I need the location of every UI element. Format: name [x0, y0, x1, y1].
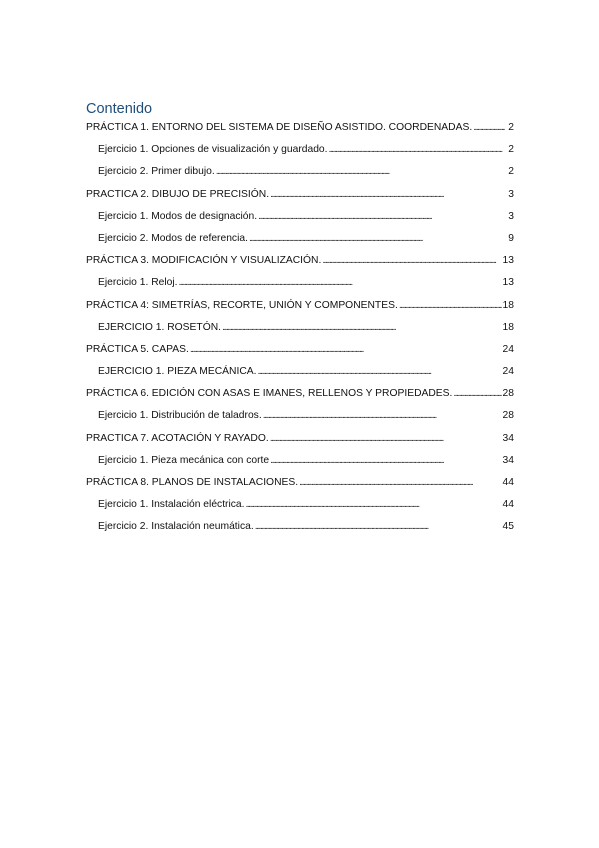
toc-entry-label: PRÁCTICA 6. EDICIÓN CON ASAS E IMANES, RELLENOS Y PROPIEDADES. [86, 388, 453, 400]
toc-dot-leader [322, 254, 501, 267]
toc-entry-label: Ejercicio 2. Instalación neumática. [98, 521, 254, 533]
toc-entry-section[interactable] [86, 299, 514, 312]
toc-entry-label: PRÁCTICA 8. PLANOS DE INSTALACIONES. [86, 477, 299, 488]
toc-entry-section[interactable] [86, 432, 514, 445]
toc-entry-exercise[interactable] [86, 454, 514, 467]
toc-dot-leader [270, 454, 501, 467]
toc-entry-label: PRACTICA 7. ACOTACIÓN Y RAYADO. [86, 432, 269, 444]
toc-dot-leader [329, 143, 505, 156]
toc-page-number: 9 [508, 232, 514, 244]
toc-entry-label: PRÁCTICA 5. CAPAS. [86, 343, 189, 355]
toc-page-number: 24 [502, 343, 514, 355]
toc-page-number: 44 [502, 499, 514, 511]
toc-entry-exercise[interactable] [86, 276, 514, 289]
toc-entry-section[interactable] [86, 254, 514, 267]
toc-page-number: 3 [508, 188, 514, 200]
toc-page-number: 24 [502, 366, 514, 378]
toc-dot-leader [258, 365, 502, 378]
toc-entry-label: PRÁCTICA 4: SIMETRÍAS, RECORTE, UNIÓN Y COMPONENTES. [86, 299, 398, 311]
toc-page-number: 44 [502, 477, 514, 488]
toc-page-number: 28 [502, 388, 514, 400]
toc-entry-label: Ejercicio 2. Modos de referencia. [98, 232, 248, 244]
toc-dot-leader [179, 276, 502, 289]
toc-page-number: 34 [502, 432, 514, 444]
toc-entry-label: Ejercicio 1. Pieza mecánica con corte [98, 454, 270, 466]
toc-entry-exercise[interactable] [86, 143, 514, 156]
toc-entry-section[interactable] [86, 121, 514, 134]
toc-page-number: 45 [502, 521, 514, 533]
toc-dot-leader [190, 343, 502, 356]
toc-entry-exercise[interactable] [86, 232, 514, 245]
toc-entry-exercise[interactable] [86, 210, 514, 223]
toc-page-number: 28 [502, 410, 514, 422]
toc-entry-label: Ejercicio 1. Distribución de taladros. [98, 410, 262, 422]
toc-entry-exercise[interactable] [86, 409, 514, 422]
toc-entry-label: PRÁCTICA 3. MODIFICACIÓN Y VISUALIZACIÓN. [86, 255, 322, 267]
toc-page-number: 13 [502, 277, 514, 289]
toc-dot-leader [270, 432, 502, 445]
toc-entry-label: Ejercicio 1. Reloj. [98, 277, 178, 289]
toc-dot-leader [249, 232, 505, 245]
toc-entry-label: EJERCICIO 1. ROSETÓN. [98, 321, 222, 333]
toc-entry-label: Ejercicio 1. Modos de designación. [98, 210, 258, 222]
toc-dot-leader [222, 321, 502, 334]
toc-dot-leader [246, 498, 502, 511]
toc-entry-label: Ejercicio 1. Instalación eléctrica. [98, 499, 245, 511]
toc-dot-leader [255, 520, 502, 533]
toc-dot-leader [216, 165, 505, 178]
toc-page-number: 18 [502, 321, 514, 333]
toc-title: Contenido [86, 101, 153, 117]
toc-page-number: 2 [508, 122, 514, 133]
toc-dot-leader [399, 299, 502, 312]
toc-dot-leader [453, 387, 501, 400]
table-of-contents [86, 100, 514, 543]
toc-dot-leader [299, 476, 501, 489]
toc-entry-exercise[interactable] [86, 365, 514, 378]
toc-page-number: 3 [508, 210, 514, 222]
toc-entry-exercise[interactable] [86, 498, 514, 511]
toc-entry-exercise[interactable] [86, 321, 514, 334]
toc-page-number: 34 [502, 454, 514, 466]
toc-page-number: 2 [508, 144, 514, 156]
toc-list [86, 121, 514, 533]
toc-dot-leader [258, 210, 505, 223]
toc-entry-label: EJERCICIO 1. PIEZA MECÁNICA. [98, 366, 257, 378]
toc-page-number: 13 [502, 255, 514, 267]
toc-entry-exercise[interactable] [86, 165, 514, 178]
toc-dot-leader [263, 409, 502, 422]
toc-dot-leader [473, 121, 505, 134]
toc-entry-exercise[interactable] [86, 520, 514, 533]
toc-entry-label: PRACTICA 2. DIBUJO DE PRECISIÓN. [86, 188, 270, 200]
toc-entry-section[interactable] [86, 387, 514, 400]
toc-entry-section[interactable] [86, 343, 514, 356]
toc-entry-section[interactable] [86, 476, 514, 489]
toc-dot-leader [270, 188, 505, 201]
toc-page-number: 2 [508, 166, 514, 178]
toc-entry-label: PRÁCTICA 1. ENTORNO DEL SISTEMA DE DISEÑO ASISTIDO. COORDENADAS. [86, 122, 473, 133]
toc-entry-section[interactable] [86, 188, 514, 201]
toc-page-number: 18 [502, 299, 514, 311]
toc-entry-label: Ejercicio 1. Opciones de visualización y guardado. [98, 144, 328, 156]
toc-entry-label: Ejercicio 2. Primer dibujo. [98, 166, 215, 178]
